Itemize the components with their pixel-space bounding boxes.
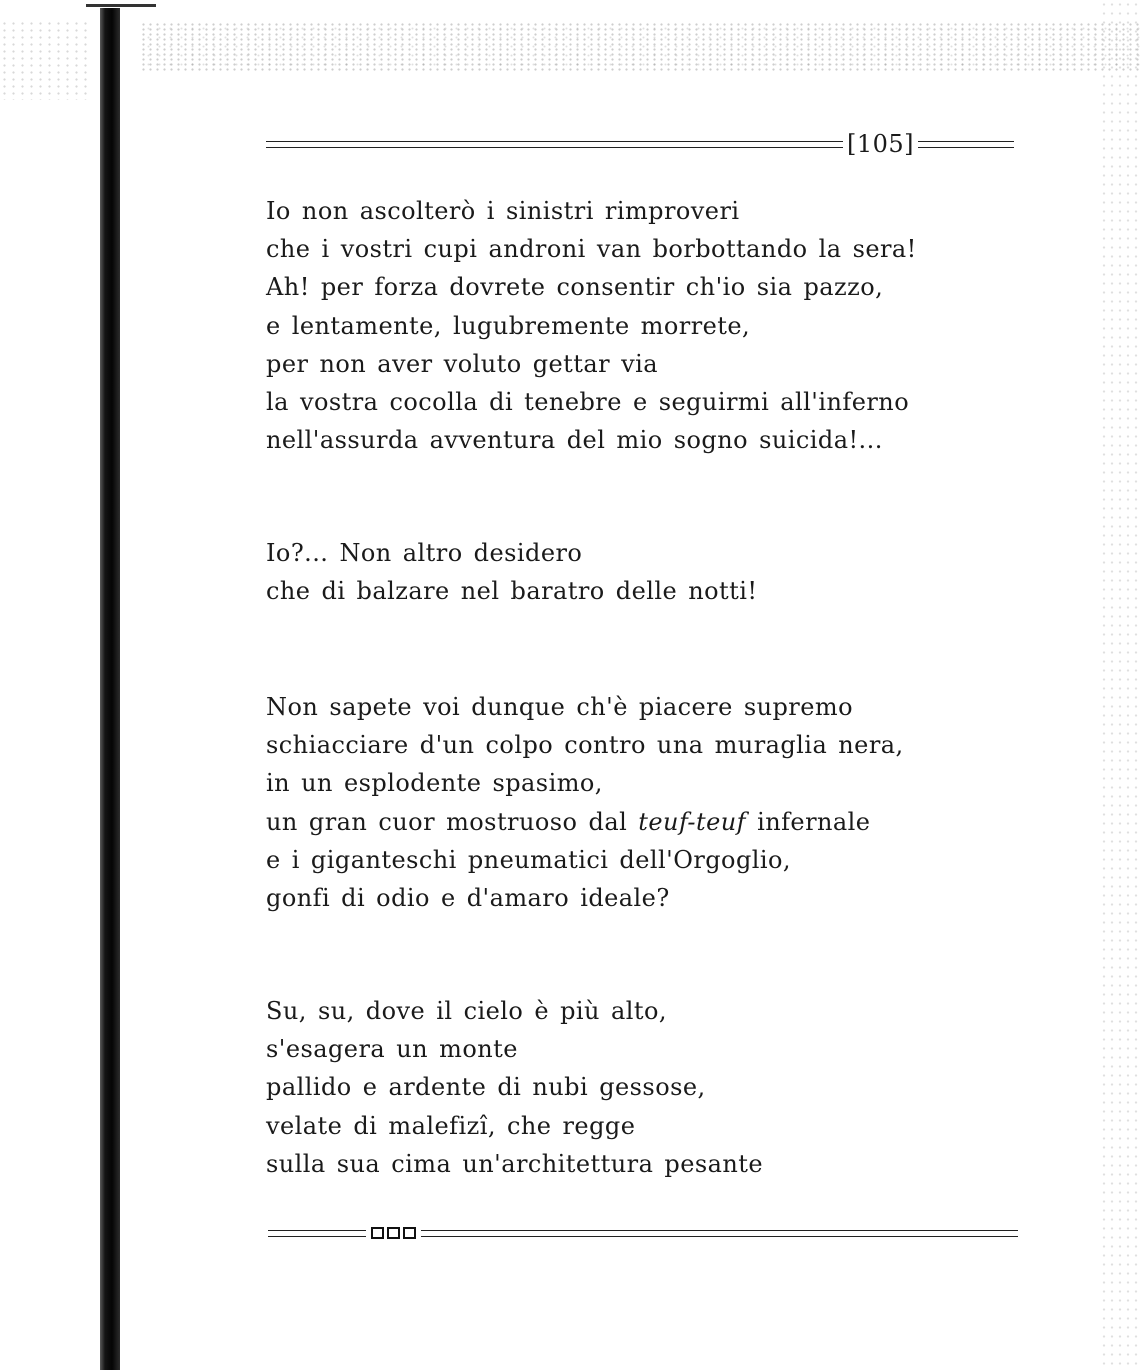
italic-onomatopoeia: teuf-teuf: [638, 807, 746, 836]
binding-edge-top: [86, 4, 156, 7]
verse-line: Ah! per forza dovrete consentir ch'io sia pazzo,: [266, 273, 884, 302]
verse-line: e i giganteschi pneumatici dell'Orgoglio,: [266, 845, 792, 874]
square-ornament-icon: [403, 1227, 416, 1239]
verse-line: che di balzare nel baratro delle notti!: [266, 577, 758, 606]
header-rule-left: [266, 141, 843, 148]
verse-line: per non aver voluto gettar via: [266, 349, 659, 378]
page-header: [266, 128, 1014, 160]
scan-noise: [1100, 0, 1140, 1370]
verse-line: la vostra cocolla di tenebre e seguirmi all'inferno: [266, 388, 910, 417]
verse-line: s'esagera un monte: [266, 1035, 518, 1064]
scan-noise: [0, 20, 90, 100]
verse-line-with-italic: [266, 803, 904, 841]
verse-line: Io?... Non altro desidero: [266, 539, 583, 567]
book-binding-edge: [100, 8, 120, 1370]
square-ornament-icon: [371, 1227, 384, 1239]
header-rule-right: [918, 141, 1014, 148]
verse-line: gonfi di odio e d'amaro ideale?: [266, 884, 670, 913]
verse-text: un gran cuor mostruoso dal: [266, 807, 639, 836]
stanza-2: [266, 534, 757, 610]
page-number: [105]: [846, 130, 914, 158]
verse-line: e lentamente, lugubremente morrete,: [266, 311, 751, 340]
verse-line: Non sapete voi dunque ch'è piacere supremo: [266, 693, 853, 721]
square-ornament-icon: [387, 1227, 400, 1239]
verse-line: nell'assurda avventura del mio sogno suicida!...: [266, 426, 883, 455]
footer-rule-left: [268, 1230, 366, 1237]
stanza-4: [266, 992, 763, 1183]
scan-noise: [140, 22, 1140, 72]
verse-line: sulla sua cima un'architettura pesante: [266, 1149, 764, 1178]
verse-line: che i vostri cupi androni van borbottando la sera!: [266, 235, 917, 264]
verse-line: Su, su, dove il cielo è più alto,: [266, 997, 667, 1025]
stanza-1: [266, 192, 917, 459]
page-footer-ornament: [268, 1222, 1018, 1244]
verse-text: infernale: [745, 807, 871, 836]
stanza-3: [266, 688, 904, 917]
footer-rule-right: [421, 1230, 1018, 1237]
verse-line: velate di malefizî, che regge: [266, 1111, 636, 1140]
verse-line: schiacciare d'un colpo contro una muraglia nera,: [266, 731, 904, 760]
verse-line: in un esplodente spasimo,: [266, 769, 603, 798]
verse-line: Io non ascolterò i sinistri rimproveri: [266, 197, 740, 225]
ornament-boxes: [366, 1227, 421, 1239]
verse-line: pallido e ardente di nubi gessose,: [266, 1073, 706, 1102]
